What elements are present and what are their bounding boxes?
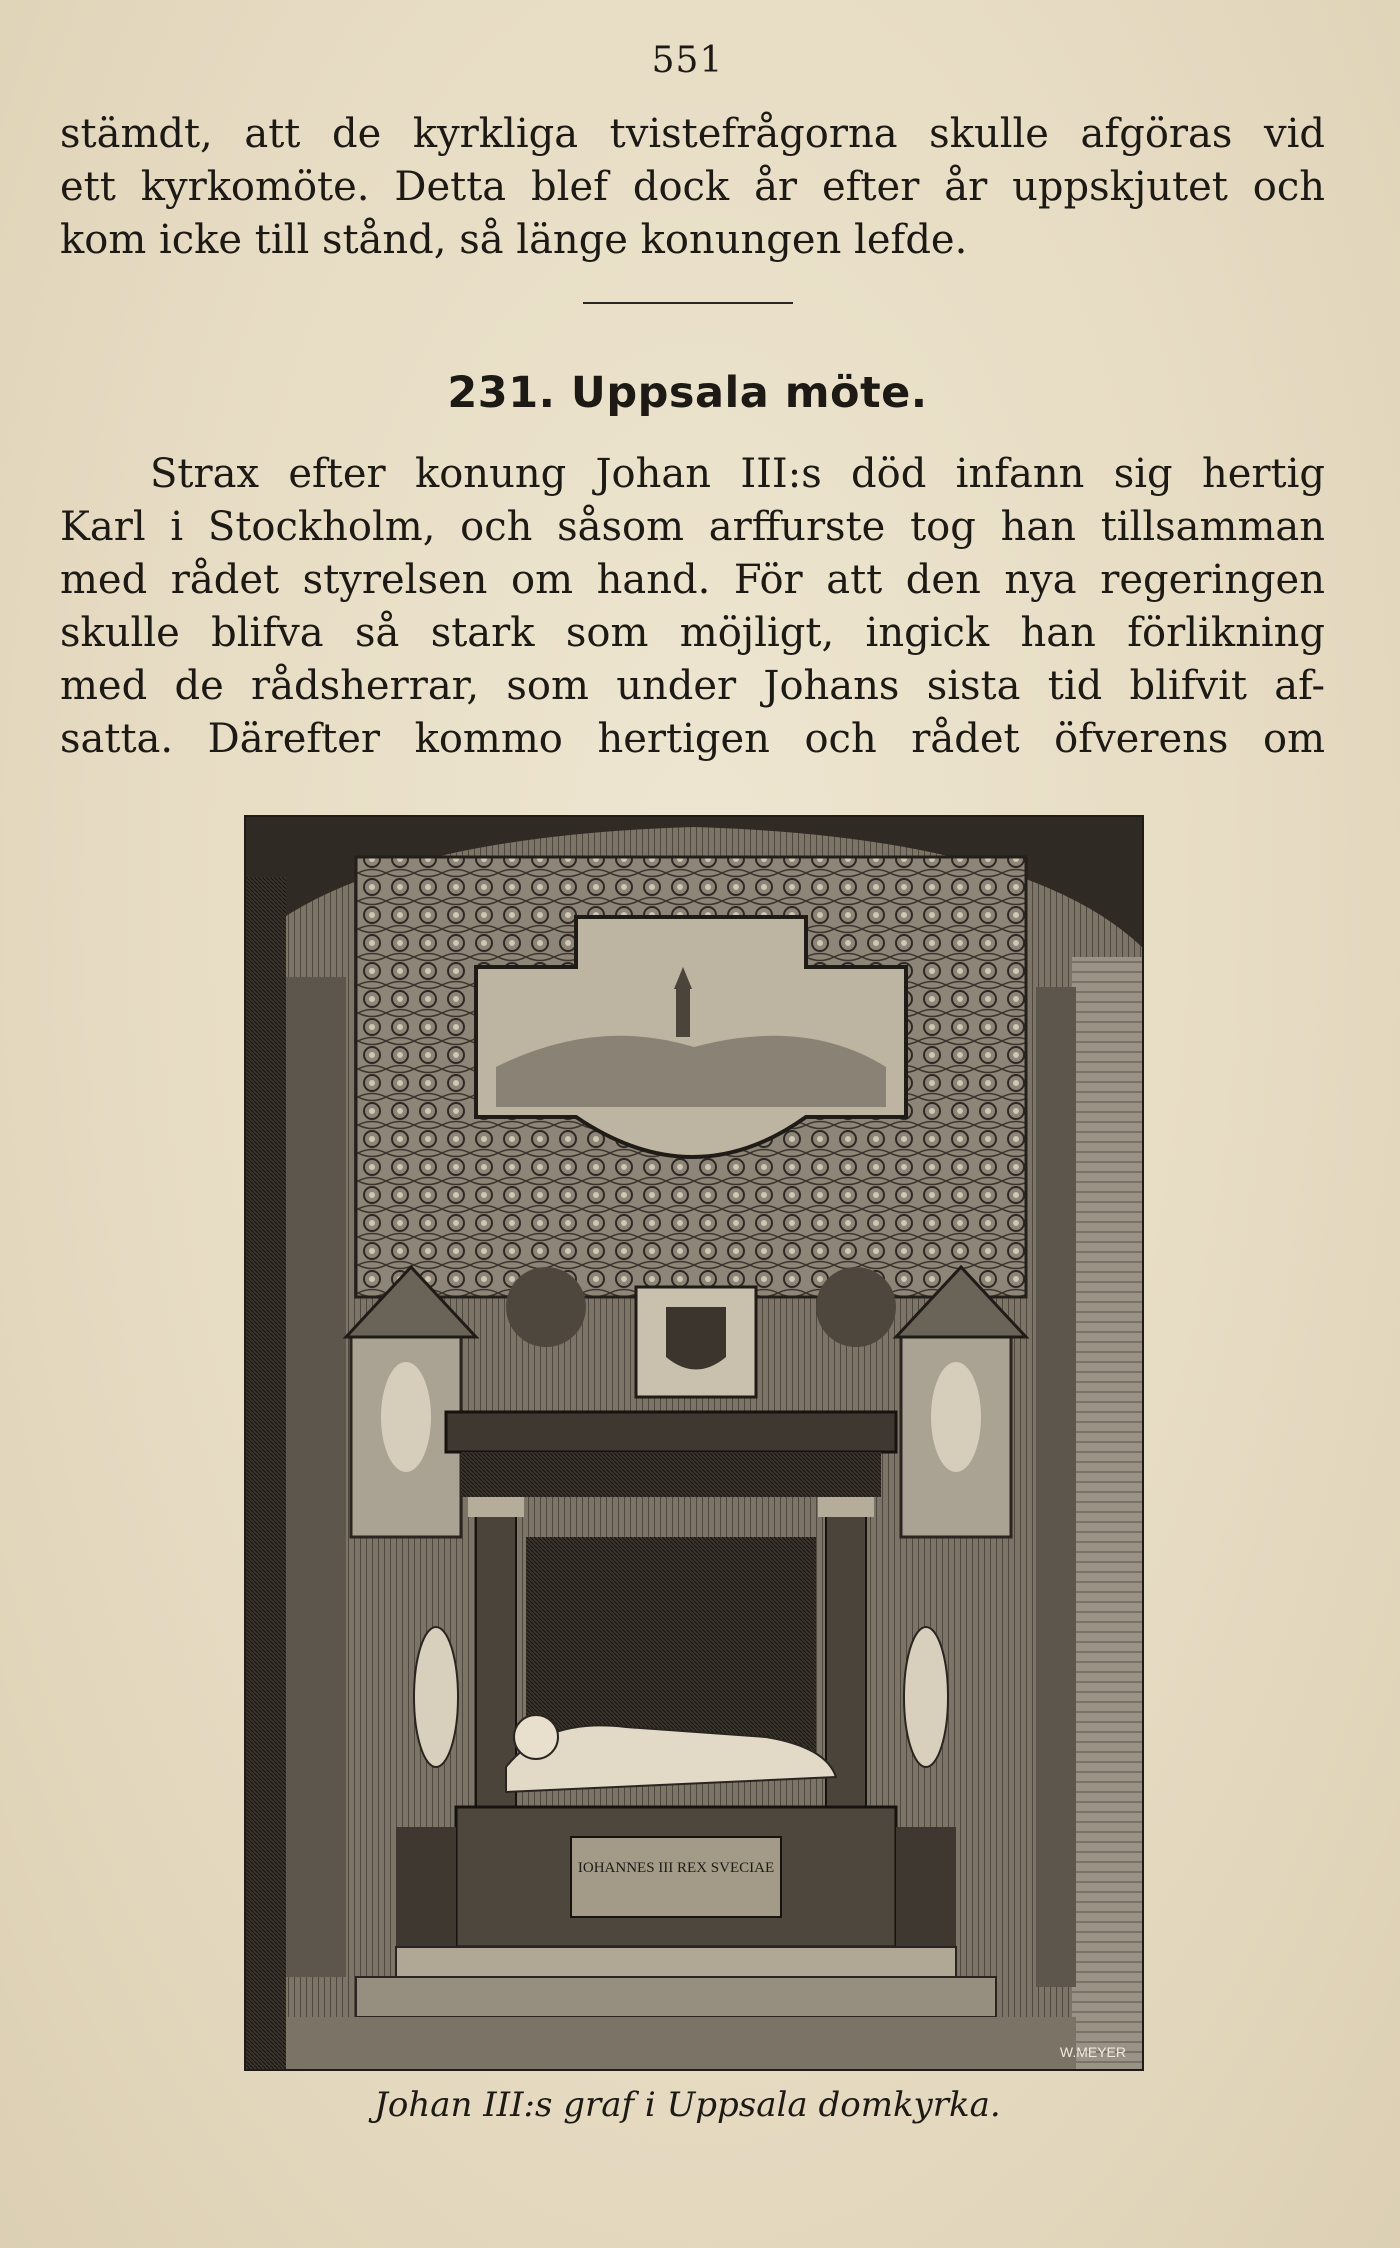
paragraph-2 xyxy=(60,448,1325,766)
section-divider xyxy=(583,302,793,304)
figure-caption: Johan III:s graf i Uppsala domkyrka. xyxy=(374,2085,1001,2125)
section-heading: 231. Uppsala möte. xyxy=(447,368,928,418)
text-line: kom icke till stånd, så länge konungen lefde. xyxy=(60,217,968,263)
text-line: Strax efter konung Johan III:s död infann sig hertig xyxy=(150,451,1325,497)
text-line: stämdt, att de kyrkliga tvistefrågorna skulle afgöras vid xyxy=(60,111,1325,157)
engraving-illustration xyxy=(244,815,1144,2071)
text-line: satta. Därefter kommo hertigen och rådet öfverens om xyxy=(60,716,1325,762)
tomb-engraving xyxy=(246,817,1142,2069)
text-line: med rådet styrelsen om hand. För att den nya regeringen xyxy=(60,557,1325,603)
text-line: Karl i Stockholm, och såsom arffurste tog han tillsamman xyxy=(60,504,1325,550)
text-line: skulle blifva så stark som möjligt, ingick han förlikning xyxy=(60,610,1325,656)
engraver-signature: W.MEYER xyxy=(1059,2044,1126,2060)
tomb-inscription: IOHANNES III REX SVECIAE xyxy=(577,1860,775,1876)
page-number: 551 xyxy=(651,40,724,81)
text-line: ett kyrkomöte. Detta blef dock år efter år uppskjutet och xyxy=(60,164,1325,210)
text-line: med de rådsherrar, som under Johans sista tid blifvit af- xyxy=(60,663,1325,709)
paragraph-1 xyxy=(60,108,1325,267)
